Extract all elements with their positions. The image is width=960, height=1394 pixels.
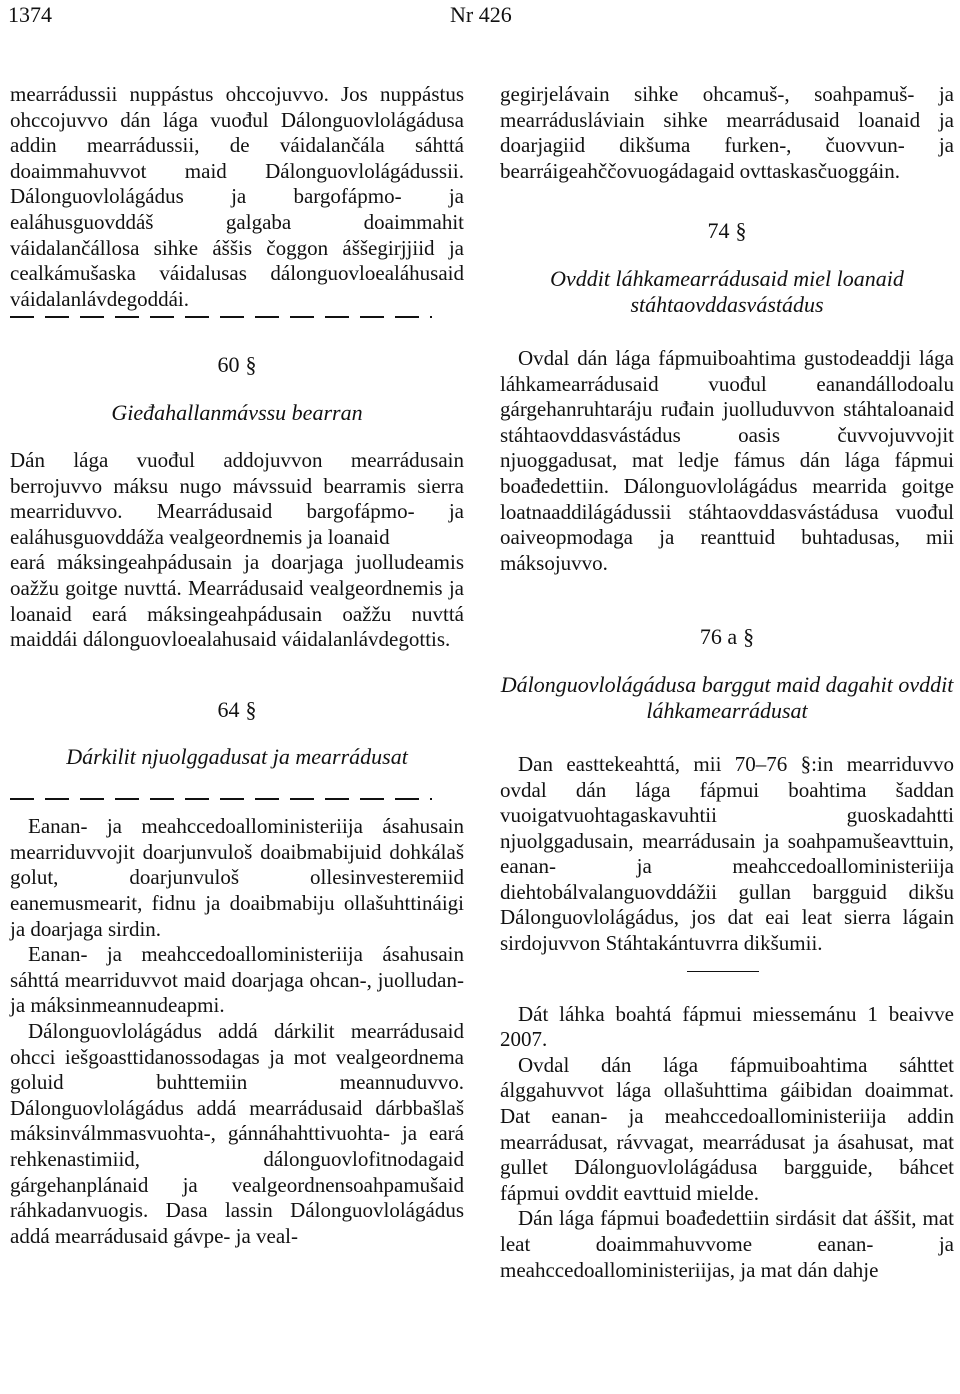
section-symbol: §	[245, 352, 257, 378]
section-60-paragraph-2: eará máksingeahpádusain ja doarjaga juolludeamis oažžu goitge nuvttá. Mearrádusaid vealgeordnemis ja loanaid eará máksingeahpádusain oažžu nuvttá maiddái dálonguovloealahusaid váidalanlávdegottis.	[10, 550, 464, 652]
section-60-paragraph-1: Dán lága vuođul addojuvvon mearrádusain berrojuvvo máksu nugo mávssuid bearramis sierra mearriduvvo. Mearrádusaid bargofápmo- ja ealáhusguovddáža vealgeordnemis ja loanaid	[10, 447, 464, 549]
section-number: 74	[707, 218, 730, 244]
section-60-title: Gieđahallanmávssu bearran	[111, 399, 363, 425]
section-symbol: §	[245, 696, 257, 722]
issue-number: Nr 426	[450, 2, 512, 27]
section-64-title: Dárkilit njuolggadusat ja mearrádusat	[66, 744, 408, 770]
section-64-heading	[10, 697, 464, 723]
section-76a-heading	[500, 624, 954, 650]
closing-paragraph-2: Ovdal dán lága fápmuiboahtima sáhttet álggahuvvot lága ollašuhttima gáibidan doaimmat. Dat eanan- ja meahccedoalloministeriija addin mearrádusat, rávvagat, mearrádusat ja ásahusat, mat gullet Dálonguovlolágádusa bargguide, báhcet fápmui ovddit eavttuid mielde.	[500, 1052, 954, 1205]
page-header	[8, 2, 952, 32]
section-76a-paragraph-1: Dan easttekeahttá, mii 70–76 §:in mearriduvvo ovdal dán lága fápmui boahtima šaddan vuoigatvuohtagaskavuhtii guoskadahtti njuolggadusain, mearrádusain ja soahpamušeavttuin, eanan- ja meahccedoalloministeriija diehtobálvalanguovddážii gullan bargguid dikšu Dálonguovlolágádus, jos dat eai leat sierra lágain sirdojuvvon Stáhtakántuvrra dikšumii.	[500, 751, 954, 956]
section-64-paragraph-3: Dálonguovlolágádus addá dárkilit mearrádusaid ohcci iešgoasttidanossodagas ja mot vealgeordnema goluid buhttemiin meannuduvvo. Dálonguovlolágádus addá mearrádusaid dárbbašlaš máksinválmmasvuohta-, gánnáhahttivuohta- ja eará rehkenastimiid, dálonguovlofitnodagaid gárgehanplánaid ja vealgeordnensoahpamušaid ráhkadanvuogis. Dasa lassin Dálonguovlolágádus addá mearrádusaid gávpe- ja veal-	[10, 1019, 464, 1248]
section-74-title: Ovddit láhkamearrádusaid miel loanaid stáhtaovddasvástádus	[550, 265, 904, 317]
left-column	[10, 82, 464, 1249]
section-number: 64	[217, 696, 240, 722]
section-64-paragraph-1: Eanan- ja meahccedoalloministeriija ásahusain mearriduvvojit doarjunvuloš doaibmabijuid dohkálaš golut, doarjunvuloš ollesinvesteremiid eanemusmearit, fidnu ja doaibmabiju ollašuhttináigi ja doarjaga sirdin.	[10, 814, 464, 941]
section-symbol: §	[735, 218, 747, 244]
section-60-heading	[10, 352, 464, 378]
short-rule	[687, 971, 759, 972]
dashed-rule	[10, 316, 432, 318]
section-number: 76 a	[699, 624, 738, 650]
section-76a-title: Dálonguovlolágádusa barggut maid dagahit ovddit láhkamearrádusat	[500, 671, 954, 723]
closing-paragraph-1: Dát láhka boahtá fápmui miessemánu 1 beaivve 2007.	[500, 1001, 954, 1052]
closing-paragraph-3: Dán lága fápmui boađedettiin sirdásit dat áššit, mat leat doaimmahuvvome eanan- ja meahccedoalloministeriijas, ja mat dán dahje	[500, 1206, 954, 1282]
right-intro-paragraph: gegirjelávain sihke ohcamuš-, soahpamuš- ja mearrádusláviain sihke mearrádusaid loanaid ja doarjagiid dikšuma furken-, čuovvun- ja bearráigeahččovuogádagaid ovttaskasčuoggáin.	[500, 82, 954, 183]
page-number: 1374	[8, 2, 52, 27]
section-symbol: §	[743, 624, 755, 650]
right-column	[500, 82, 954, 1283]
section-74-paragraph-1: Ovdal dán lága fápmuiboahtima gustodeaddji lága láhkamearrádusaid vuođul eanandállodoalu gárgehanruhtaráju ruđain juolluduvvon stáhtaloanaid stáhtaovddasvástádus oasis čuvvojuvvojit njuoggadusat, mat ledje fámus dán lága fápmui boađedettiin. Dálonguovlolágádus mearrida goitge loatnaaddilágádussii stáhtaovddasvástádusa vuođul oaiveopmodaga ja reanttuid buhtadusas, mii máksojuvvo.	[500, 345, 954, 575]
left-intro-paragraph: mearrádussii nuppástus ohccojuvvo. Jos nuppástus ohccojuvvo dán lága vuođul Dálonguovlolágádusa addin mearrádussii, de váidalančála sáhttá doaimmahuvvot maid Dálonguovlolágádussii. Dálonguovlolágádus ja bargofápmo- ja ealáhusguovddáš galgaba doaimmahit váidalančállosa sihke áššis čoggon áššegirjjiid ja cealkámušaska váidalusas dálonguovloealáhusaid váidalanlávdegoddái.	[10, 82, 464, 311]
section-number: 60	[217, 352, 240, 378]
section-74-heading	[500, 218, 954, 244]
section-64-paragraph-2: Eanan- ja meahccedoalloministeriija ásahusain sáhttá mearriduvvot maid doarjaga ohcan-, juolludan- ja máksinmeannudeapmi.	[10, 942, 464, 1018]
dashed-rule	[10, 798, 432, 800]
